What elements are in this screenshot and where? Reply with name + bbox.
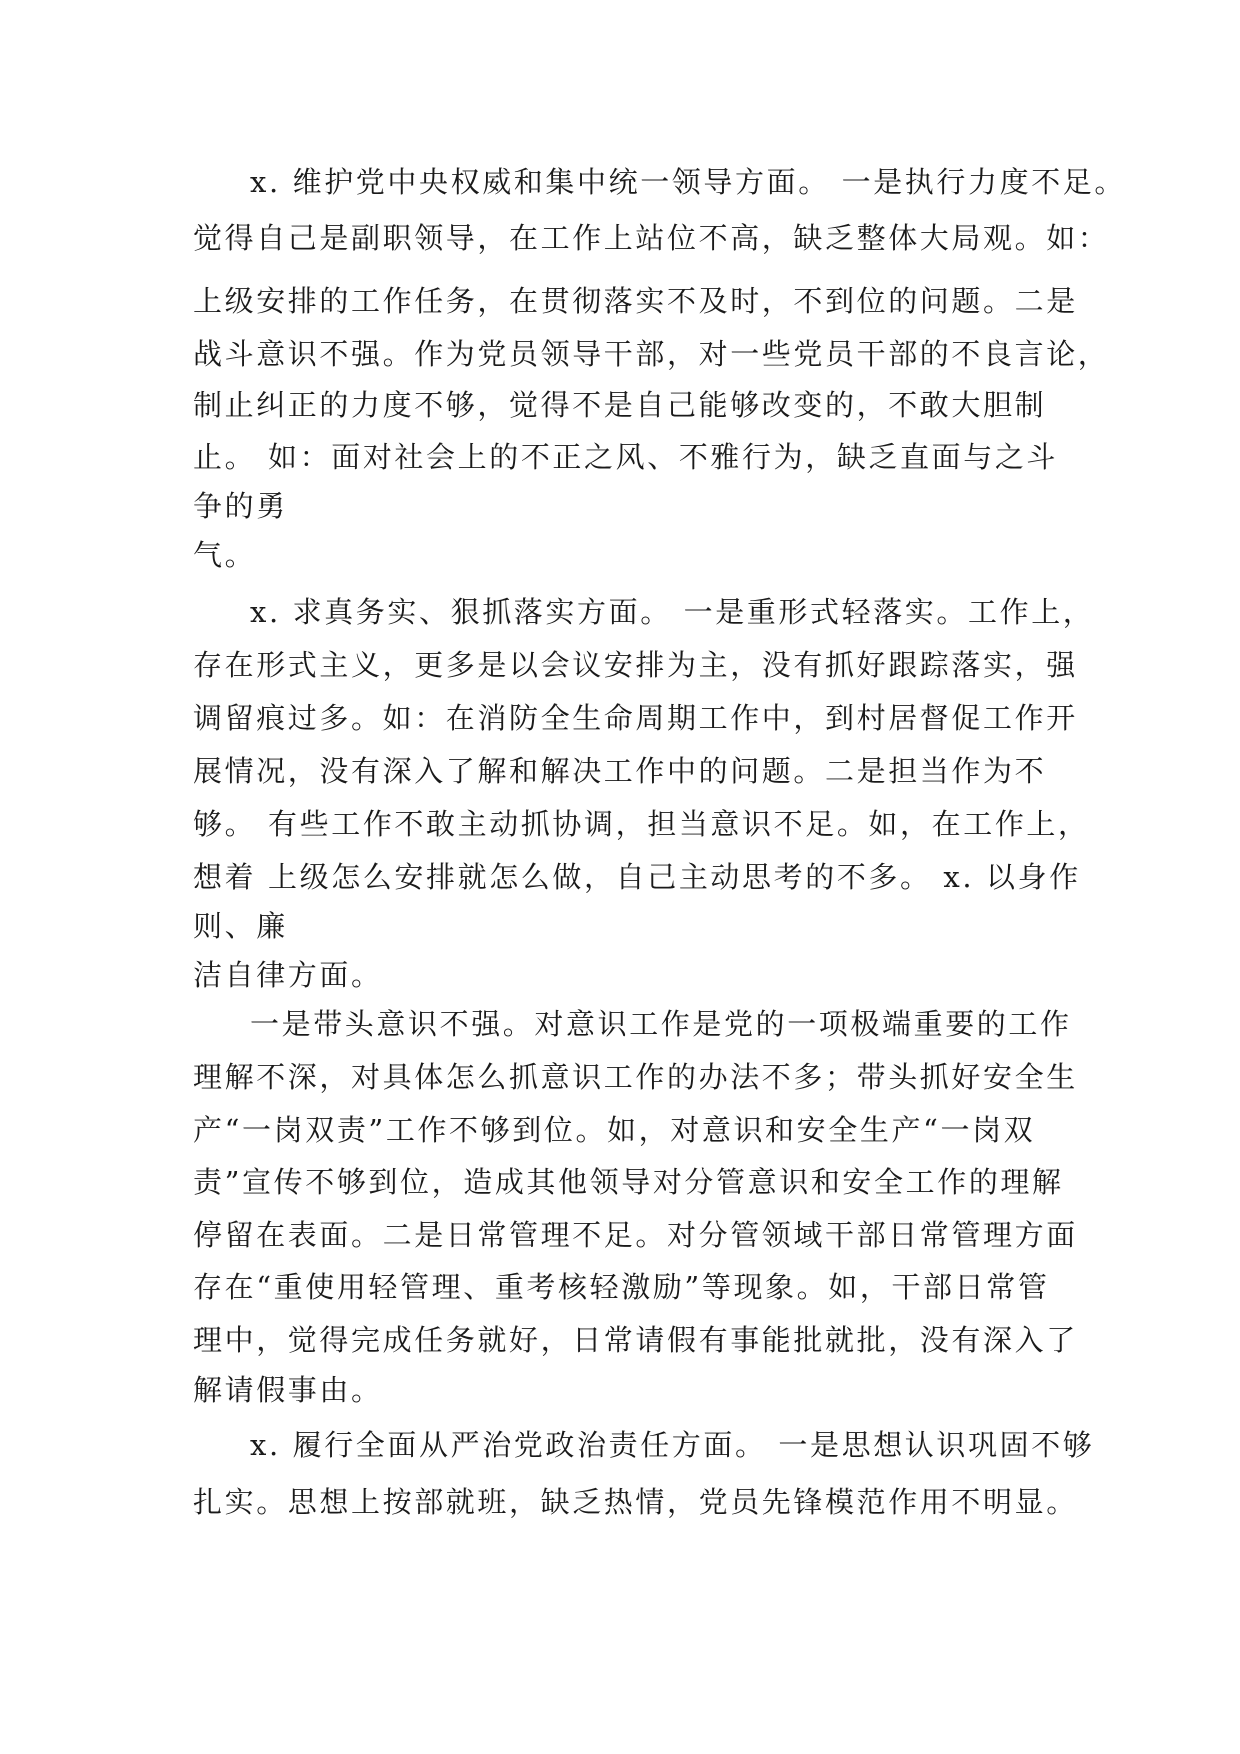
text-line: 气。 xyxy=(193,538,257,572)
text-line: 产“一岗双责”工作不够到位。如，对意识和安全生产“一岗双 xyxy=(193,1113,1036,1147)
text-line: 洁自律方面。 xyxy=(193,958,383,992)
text-line: 一是带头意识不强。对意识工作是党的一项极端重要的工作 xyxy=(250,1007,1072,1041)
text-line: 存在“重使用轻管理、重考核轻激励”等现象。如，干部日常管 xyxy=(193,1270,1050,1304)
text-line: 解请假事由。 xyxy=(193,1373,383,1407)
text-line: 理中，觉得完成任务就好，日常请假有事能批就批，没有深入了 xyxy=(193,1323,1078,1357)
text-line: 则、廉 xyxy=(193,909,288,943)
text-line: x. 维护党中央权威和集中统一领导方面。 一是执行力度不足。 xyxy=(250,165,1127,199)
text-line: 责”宣传不够到位，造成其他领导对分管意识和安全工作的理解 xyxy=(193,1165,1064,1199)
text-line: 想着 上级怎么安排就怎么做，自己主动思考的不多。 x. 以身作 xyxy=(193,860,1081,894)
text-line: 制止纠正的力度不够，觉得不是自己能够改变的，不敢大胆制 xyxy=(193,388,1047,422)
text-line: x. 履行全面从严治党政治责任方面。 一是思想认识巩固不够 xyxy=(250,1428,1095,1462)
text-line: x. 求真务实、狠抓落实方面。 一是重形式轻落实。工作上， xyxy=(250,595,1095,629)
text-line: 够。 有些工作不敢主动抓协调，担当意识不足。如，在工作上， xyxy=(193,807,1090,841)
text-line: 调留痕过多。如：在消防全生命周期工作中，到村居督促工作开 xyxy=(193,701,1078,735)
text-line: 战斗意识不强。作为党员领导干部，对一些党员干部的不良言论， xyxy=(193,337,1110,371)
text-line: 上级安排的工作任务，在贯彻落实不及时，不到位的问题。二是 xyxy=(193,284,1078,318)
text-line: 停留在表面。二是日常管理不足。对分管领域干部日常管理方面 xyxy=(193,1218,1078,1252)
text-line: 争的勇 xyxy=(193,489,288,523)
text-line: 理解不深，对具体怎么抓意识工作的办法不多；带头抓好安全生 xyxy=(193,1060,1078,1094)
text-line: 存在形式主义，更多是以会议安排为主，没有抓好跟踪落实，强 xyxy=(193,648,1078,682)
text-line: 展情况，没有深入了解和解决工作中的问题。二是担当作为不 xyxy=(193,754,1047,788)
text-line: 觉得自己是副职领导，在工作上站位不高，缺乏整体大局观。如： xyxy=(193,221,1110,255)
text-line: 扎实。思想上按部就班，缺乏热情，党员先锋模范作用不明显。 xyxy=(193,1485,1078,1519)
text-line: 止。 如：面对社会上的不正之风、不雅行为，缺乏直面与之斗 xyxy=(193,440,1059,474)
